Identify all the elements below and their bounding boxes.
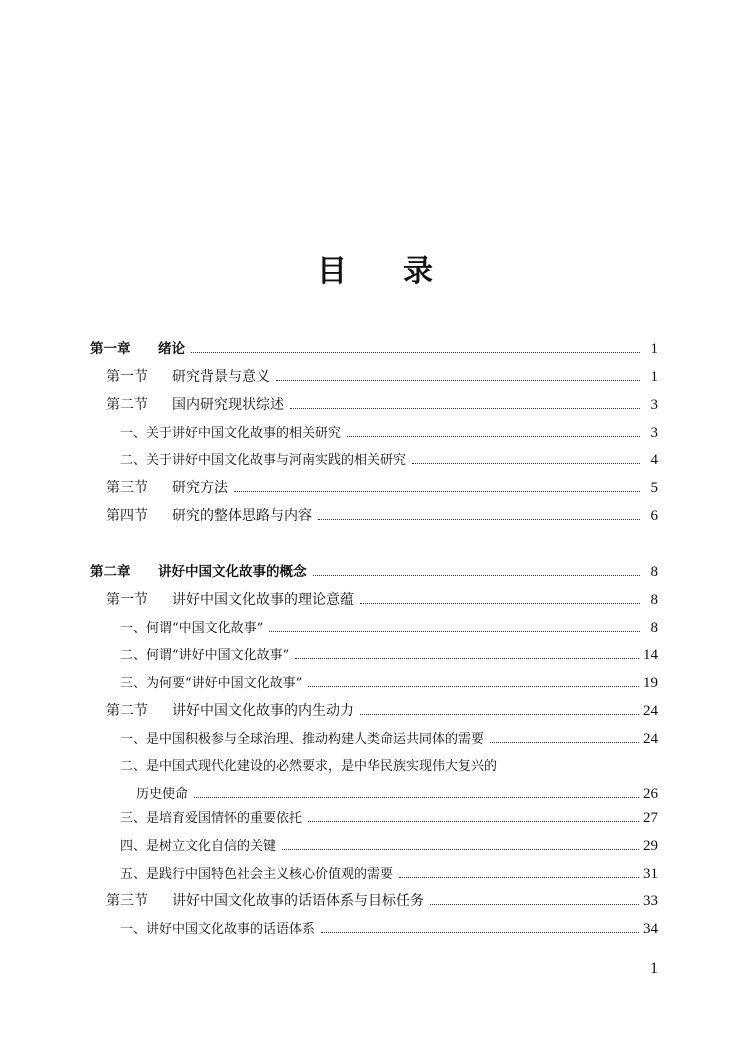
toc-page-number: 19 [643,675,658,691]
toc-entry [90,341,658,357]
toc-entry [120,731,658,748]
toc-entry-title: 研究背景与意义 [172,369,270,385]
toc-entry-line [120,759,658,775]
toc-entry-label: 第三节 [106,480,148,496]
toc-entry-text [106,508,312,524]
toc-page-number: 24 [643,703,658,719]
toc-page-number: 3 [650,397,658,413]
toc-entry-title: 一、何谓“中国文化故事” [120,621,264,636]
page-number: 1 [650,960,658,977]
toc-page-number: 1 [650,341,658,357]
toc-entry-title: 国内研究现状综述 [172,397,284,413]
leader-dots [430,904,639,905]
toc-page-number: 3 [650,425,658,441]
toc-page-number: 6 [650,508,658,524]
toc-entry-title: 一、讲好中国文化故事的话语体系 [120,922,316,937]
toc-entry-text [106,369,270,385]
toc-entry-label: 第二节 [106,703,148,719]
toc-entry [106,369,658,385]
toc-entry-title: 讲好中国文化故事的概念 [158,564,307,580]
toc-entry-label: 第一节 [106,592,148,608]
toc-page-number: 1 [650,369,658,385]
toc-entry-title: 四、是树立文化自信的关键 [120,839,277,854]
title-char-2: 录 [403,254,433,289]
leader-dots [290,408,640,409]
toc-entry-label: 第二节 [106,397,148,413]
toc-entry-text [90,341,185,357]
toc-entry-title: 一、是中国积极参与全球治理、推动构建人类命运共同体的需要 [120,732,485,747]
toc-entry [120,810,658,827]
toc-entry [120,921,658,938]
toc-page-number: 8 [650,592,658,608]
toc-entry-label: 第二章 [90,564,131,580]
toc-page-number: 26 [643,786,658,802]
toc-entry-text [106,893,424,909]
toc-page-number: 8 [650,620,658,636]
leader-dots [234,491,640,492]
leader-dots [490,742,639,743]
title-char-1: 目 [317,254,347,289]
toc-entry-label: 第一节 [106,369,148,385]
toc-entry-text [106,480,228,496]
toc-entry-title: 研究方法 [172,480,228,496]
toc-entry-title: 三、是培育爱国情怀的重要依托 [120,811,303,826]
leader-dots [282,849,639,850]
leader-dots [276,380,640,381]
toc-entry [106,508,658,524]
toc-entry-title: 五、是践行中国特色社会主义核心价值观的需要 [120,867,394,882]
toc-entry [120,866,658,883]
toc-entry-title: 绪论 [158,341,185,357]
leader-dots [295,658,639,659]
toc-entry [120,675,658,692]
toc-entry-text [120,648,289,664]
leader-dots [360,714,639,715]
toc-entry [120,425,658,442]
leader-dots [191,352,640,353]
toc-page-number: 5 [650,480,658,496]
toc-entry [120,838,658,855]
toc-entry [106,703,658,719]
toc-entry-text [120,621,263,637]
toc-entry-text [120,676,302,692]
toc-entry [120,452,658,469]
toc-entry-title: 讲好中国文化故事的内生动力 [172,703,354,719]
toc-page-number: 31 [643,866,658,882]
leader-dots [412,463,640,464]
leader-dots [399,877,639,878]
leader-dots [269,631,640,632]
toc-entry-text [106,397,284,413]
leader-dots [347,436,640,437]
toc-entry [106,893,658,909]
toc-entry-text [120,426,341,442]
toc-entry-text [106,592,354,608]
leader-dots [360,603,640,604]
toc-entry-text: 二、是中国式现代化建设的必然要求，是中华民族实现伟大复兴的 [120,759,498,774]
toc-entry-text [120,867,393,883]
toc-entry [90,564,658,580]
toc-page-number: 27 [643,810,658,826]
toc-entry [106,480,658,496]
leader-dots [194,797,639,798]
toc-entry-text [120,453,406,469]
leader-dots [308,686,639,687]
toc-page-number: 33 [643,893,658,909]
toc-page-number: 24 [643,731,658,747]
toc-entry-title: 讲好中国文化故事的理论意蕴 [172,592,354,608]
toc-entry-text [120,839,276,855]
toc-entry [106,397,658,413]
leader-dots [308,821,639,822]
toc-entry-text [120,922,315,938]
toc-entry [120,620,658,637]
leader-dots [313,575,641,576]
toc-page-number: 4 [650,452,658,468]
toc-entry-text [120,732,484,748]
leader-dots [318,519,640,520]
toc-entry-title: 讲好中国文化故事的话语体系与目标任务 [172,893,424,909]
toc-page-number: 14 [643,647,658,663]
toc-entry-continuation: 历史使命 [136,787,189,802]
toc-entry-title: 一、关于讲好中国文化故事的相关研究 [120,426,342,441]
toc-entry-label: 第四节 [106,508,148,524]
toc-entry [120,647,658,664]
toc-entry [106,592,658,608]
toc-entry-title: 二、关于讲好中国文化故事与河南实践的相关研究 [120,453,407,468]
toc-page-number: 8 [650,564,658,580]
toc-entry-title: 研究的整体思路与内容 [172,508,312,524]
toc-entry-label: 第三节 [106,893,148,909]
toc-entry [136,786,658,803]
toc-entry-title: 二、何谓“讲好中国文化故事” [120,648,290,663]
toc-entry-text [106,703,354,719]
toc-entry-label: 第一章 [90,341,131,357]
toc-entry-text [120,811,302,827]
toc-entry-text [90,564,307,580]
leader-dots [321,932,639,933]
toc-page-number: 29 [643,838,658,854]
toc-entry-title: 三、为何要“讲好中国文化故事” [120,676,303,691]
toc-page-number: 34 [643,921,658,937]
